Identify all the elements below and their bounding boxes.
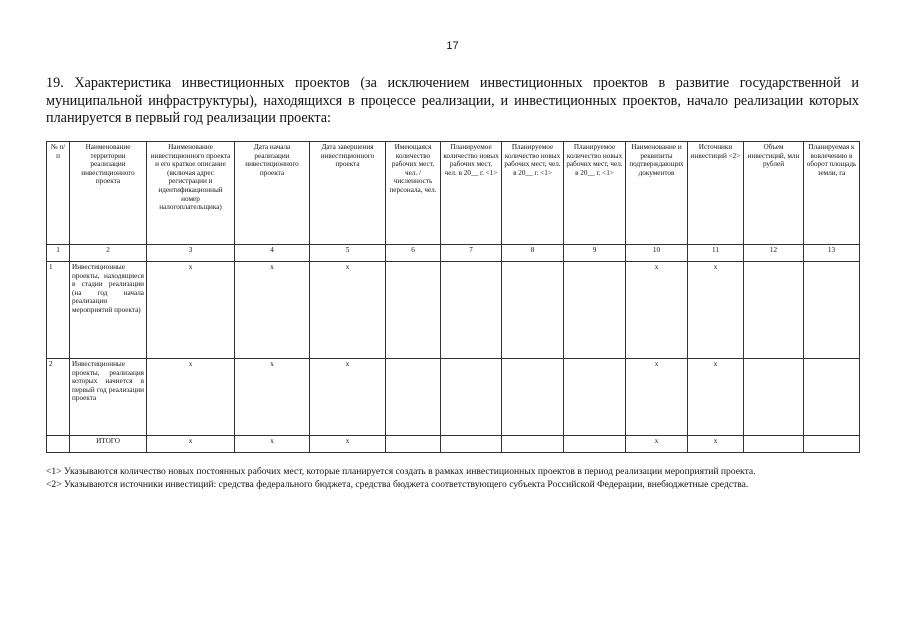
column-number: 2 (70, 245, 147, 262)
table-cell: x (310, 359, 386, 436)
table-cell (502, 262, 564, 359)
table-cell (441, 359, 502, 436)
header-cell-planned-jobs-3: Планируемое количество новых рабочих мест, чел. в 20__ г. <1> (564, 142, 626, 245)
table-cell: x (235, 436, 310, 453)
header-cell-num: № п/п (47, 142, 70, 245)
footnote-1: <1> Указываются количество новых постоянных рабочих мест, которые планируется создать в рамках инвестиционных проектов в период реализации мероприятий проекта. (46, 466, 756, 477)
column-number: 4 (235, 245, 310, 262)
table-cell: x (688, 359, 744, 436)
row-label: Инвестиционные проекты, реализация которых начнется в первый год реализации проекта (70, 359, 147, 436)
column-number: 9 (564, 245, 626, 262)
table-cell (744, 436, 804, 453)
column-number: 7 (441, 245, 502, 262)
table-cell: x (688, 436, 744, 453)
table-cell (502, 359, 564, 436)
table-cell: x (147, 262, 235, 359)
table-cell (441, 436, 502, 453)
table-cell: x (310, 436, 386, 453)
header-cell-planned-jobs-2: Планируемое количество новых рабочих мест, чел. в 20__ г. <1> (502, 142, 564, 245)
table-cell: x (147, 359, 235, 436)
table-cell: x (626, 436, 688, 453)
table-cell: x (310, 262, 386, 359)
page-number: 17 (446, 40, 459, 52)
row-label: Инвестиционные проекты, находящиеся в стадии реализации (на год начала реализации мероприятий проекта) (70, 262, 147, 359)
header-cell-project-name: Наименование инвестиционного проекта и его краткое описание (включая адрес регистрации и идентификационный номер налогоплательщика) (147, 142, 235, 245)
table-cell (502, 436, 564, 453)
section-heading: 19. Характеристика инвестиционных проектов (за исключением инвестиционных проектов в развитие государственной и муниципальной инфраструктуры), находящихся в процессе реализации, и инвестиционных проектов, начало реализации которых планируется в первый год реализации проекта: (46, 75, 859, 126)
table-header-row (47, 142, 860, 245)
header-cell-start-date: Дата начала реализации инвестиционного проекта (235, 142, 310, 245)
investment-projects-table (46, 141, 860, 453)
table-cell (804, 359, 860, 436)
row-label: ИТОГО (70, 436, 147, 453)
header-cell-territory: Наименование территории реализации инвестиционного проекта (70, 142, 147, 245)
table-cell (744, 262, 804, 359)
table-cell (441, 262, 502, 359)
column-number: 5 (310, 245, 386, 262)
table-cell (386, 436, 441, 453)
table-cell: x (147, 436, 235, 453)
header-cell-existing-jobs: Имеющаяся количество рабочих мест, чел. / численность персонала, чел. (386, 142, 441, 245)
row-number: 2 (47, 359, 70, 436)
column-number: 13 (804, 245, 860, 262)
table-cell (564, 359, 626, 436)
header-cell-volume: Объем инвестиций, млн рублей (744, 142, 804, 245)
table-row (47, 359, 860, 436)
footnote-2: <2> Указываются источники инвестиций: средства федерального бюджета, средства бюджета соответствующего субъекта Российской Федерации, внебюджетные средства. (46, 479, 749, 490)
table-cell: x (235, 359, 310, 436)
table-cell (564, 436, 626, 453)
table-cell (386, 359, 441, 436)
column-number: 11 (688, 245, 744, 262)
footnotes (46, 465, 859, 491)
header-cell-sources: Источники инвестиций <2> (688, 142, 744, 245)
table-row-total (47, 436, 860, 453)
column-number: 10 (626, 245, 688, 262)
table-cell (804, 436, 860, 453)
table-cell (386, 262, 441, 359)
row-number: 1 (47, 262, 70, 359)
column-number: 6 (386, 245, 441, 262)
table-cell: x (688, 262, 744, 359)
header-cell-documents: Наименование и реквизиты подтверждающих документов (626, 142, 688, 245)
table-cell (804, 262, 860, 359)
column-number: 1 (47, 245, 70, 262)
header-cell-land-area: Планируемая к вовлечению в оборот площадь земли, га (804, 142, 860, 245)
header-cell-planned-jobs-1: Планируемое количество новых рабочих мест, чел. в 20__ г. <1> (441, 142, 502, 245)
table-cell: x (626, 359, 688, 436)
table-cell: x (235, 262, 310, 359)
table-cell: x (626, 262, 688, 359)
header-cell-end-date: Дата завершения инвестиционного проекта (310, 142, 386, 245)
table-row (47, 262, 860, 359)
column-number: 3 (147, 245, 235, 262)
table-cell (564, 262, 626, 359)
row-number (47, 436, 70, 453)
column-number-row (47, 245, 860, 262)
column-number: 12 (744, 245, 804, 262)
table-cell (744, 359, 804, 436)
column-number: 8 (502, 245, 564, 262)
